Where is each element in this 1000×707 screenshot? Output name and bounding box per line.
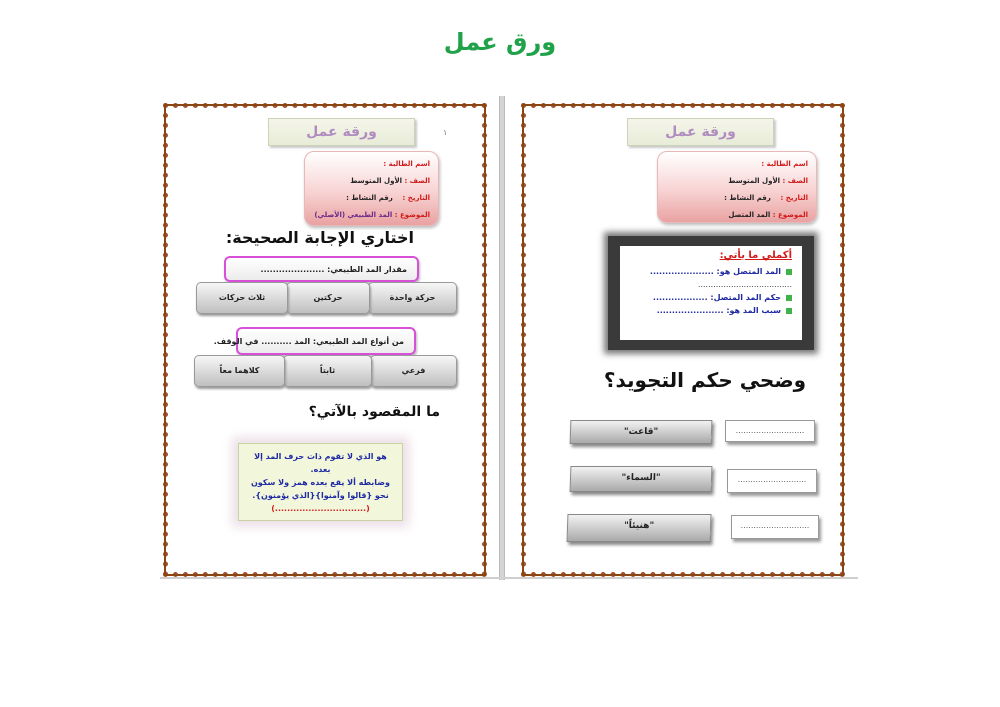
date-label: التاريخ : [780, 194, 808, 202]
date-label: التاريخ : [402, 194, 430, 202]
right-page-shadow [503, 577, 858, 579]
word-2: "السماء" [570, 466, 713, 492]
complete-box [620, 246, 802, 340]
topic-label: الموضوع : [394, 211, 430, 219]
definition-line-3: نحو {قالوا وآمنوا}{الذي يؤمنون}. [252, 491, 389, 500]
answer-blank-3[interactable]: ........................... [731, 515, 819, 539]
right-info-box [657, 151, 817, 223]
question-2: من أنواع المد الطبيعي: المد .......... في الوقف. [236, 327, 416, 355]
topic-value: المد المتصل [728, 211, 771, 219]
complete-item-3: سبب المد هو: ...................... [656, 306, 781, 315]
left-info-box [304, 151, 439, 226]
definition-answer[interactable]: (..............................) [271, 504, 370, 513]
definition-line-2: وضابطه ألا يقع بعده همز ولا سكون [250, 478, 391, 487]
complete-continuation-1: ..................................... [697, 280, 792, 289]
right-banner: ورقة عمل [627, 118, 774, 146]
definition-box [238, 443, 403, 521]
q2-option-1[interactable]: فرعي [370, 355, 457, 387]
definition-line-1: هو الذي لا تقوم ذات حرف المد إلا بعده. [254, 452, 387, 474]
bullet-icon [786, 295, 792, 301]
grade-value: الأول المتوسط [350, 177, 403, 185]
page-divider [499, 96, 505, 580]
complete-item-2: حكم المد المتصل: .................. [652, 293, 781, 302]
activity-label: رقم النشاط : [724, 194, 771, 202]
complete-item-1: المد المتصل هو: ..................... [649, 267, 781, 276]
bullet-icon [786, 308, 792, 314]
grade-label: الصف : [404, 177, 430, 185]
q1-option-1[interactable]: حركة واحدة [368, 282, 457, 314]
q2-option-2[interactable]: ثابتاً [283, 355, 372, 387]
meaning-heading: ما المقصود بالآتي؟ [308, 404, 440, 420]
topic-value: المد الطبيعي (الأصلي) [314, 211, 393, 219]
worksheet-title: ورق عمل [443, 28, 557, 56]
page-number: ١ [443, 128, 448, 137]
bullet-icon [786, 269, 792, 275]
left-banner: ورقة عمل [268, 118, 415, 146]
answer-blank-2[interactable]: ........................... [727, 469, 817, 493]
complete-title: أكملي ما يأتي: [719, 250, 792, 261]
word-1: "قاعت" [570, 420, 713, 444]
word-3: "هنيئاً" [567, 514, 712, 542]
grade-value: الأول المتوسط [728, 177, 781, 185]
grade-label: الصف : [782, 177, 808, 185]
question-1: مقدار المد الطبيعي: ..................... [224, 256, 419, 282]
q1-option-2[interactable]: حركتين [286, 282, 370, 314]
choose-heading: اختاري الإجابة الصحيحة: [225, 228, 414, 247]
tajweed-heading: وضحي حكم التجويد؟ [603, 368, 807, 392]
q2-option-3[interactable]: كلاهما معاً [194, 355, 285, 387]
q1-option-3[interactable]: ثلاث حركات [196, 282, 288, 314]
name-label: اسم الطالبة : [761, 160, 808, 168]
name-label: اسم الطالبة : [383, 160, 430, 168]
activity-label: رقم النشاط : [346, 194, 393, 202]
topic-label: الموضوع : [772, 211, 808, 219]
answer-blank-1[interactable]: ........................... [725, 420, 815, 442]
left-page-shadow [160, 577, 500, 579]
